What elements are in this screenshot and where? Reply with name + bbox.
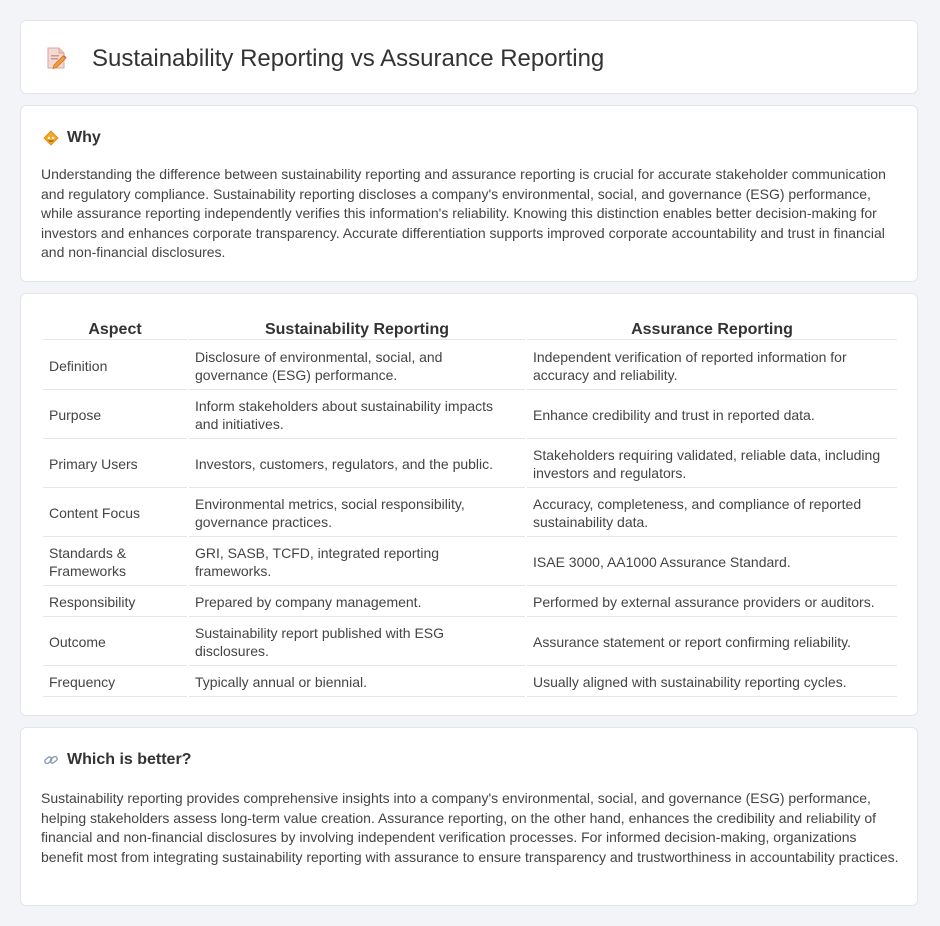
document-edit-icon [45,46,67,70]
row-assurance: Enhance credibility and trust in reported data. [527,392,897,439]
table-row [43,441,897,488]
table-header-row [43,317,897,340]
row-aspect: Definition [43,342,187,390]
row-assurance: ISAE 3000, AA1000 Assurance Standard. [527,539,897,586]
why-text: Understanding the difference between sustainability reporting and assurance reporting is crucial for accurate stakeholder communication and regulatory compliance. Sustainability reporting discloses a company's environmental, social, and governance (ESG) performance, while assurance reporting independently verifies this information's reliability. Knowing this distinction enables better decision-making for investors and enhances corporate transparency. Accurate differentiation supports improved corporate accountability and trust in financial and non-financial disclosures. [41,166,886,260]
row-aspect: Standards & Frameworks [43,539,187,586]
row-sustainability: Disclosure of environmental, social, and governance (ESG) performance. [189,342,525,390]
header-sustainability: Sustainability Reporting [189,317,525,340]
why-section [20,105,918,282]
row-sustainability: Typically annual or biennial. [189,668,525,697]
row-assurance: Independent verification of reported information for accuracy and reliability. [527,342,897,390]
why-header [43,128,101,148]
row-aspect: Primary Users [43,441,187,488]
table-row [43,342,897,390]
better-text: Sustainability reporting provides comprehensive insights into a company's environmental, social, and governance (ESG) performance, helping stakeholders assess long-term value creation. Assurance reporting, on the other hand, enhances the credibility and reliability of financial and non-financial disclosures by involving independent verification processes. For informed decision-making, organizations benefit most from integrating sustainability reporting with assurance to ensure transparency and trustworthiness in accountability practices. [41,790,899,865]
row-sustainability: Sustainability report published with ESG disclosures. [189,619,525,666]
header-assurance: Assurance Reporting [527,317,897,340]
table-row [43,392,897,439]
better-heading: Which is better? [67,751,192,768]
diamond-warning-icon [43,130,59,146]
row-aspect: Outcome [43,619,187,666]
row-aspect: Content Focus [43,490,187,537]
row-assurance: Assurance statement or report confirming reliability. [527,619,897,666]
row-sustainability: Inform stakeholders about sustainability impacts and initiatives. [189,392,525,439]
better-header [43,750,191,770]
comparison-table [41,315,899,699]
page-title: Sustainability Reporting vs Assurance Reporting [92,45,605,72]
table-row [43,619,897,666]
row-sustainability: Prepared by company management. [189,588,525,617]
table-row [43,668,897,697]
row-aspect: Responsibility [43,588,187,617]
table-row [43,490,897,537]
which-better-section [20,727,918,906]
table-row [43,539,897,586]
row-sustainability: GRI, SASB, TCFD, integrated reporting frameworks. [189,539,525,586]
row-assurance: Usually aligned with sustainability reporting cycles. [527,668,897,697]
row-sustainability: Investors, customers, regulators, and the public. [189,441,525,488]
row-sustainability: Environmental metrics, social responsibility, governance practices. [189,490,525,537]
row-assurance: Stakeholders requiring validated, reliable data, including investors and regulators. [527,441,897,488]
row-assurance: Accuracy, completeness, and compliance of reported sustainability data. [527,490,897,537]
row-aspect: Frequency [43,668,187,697]
comparison-section [20,293,918,716]
why-heading: Why [67,129,101,146]
table-row [43,588,897,617]
row-assurance: Performed by external assurance providers or auditors. [527,588,897,617]
link-icon [43,752,59,768]
header-aspect: Aspect [43,317,187,340]
title-card [20,20,918,94]
row-aspect: Purpose [43,392,187,439]
